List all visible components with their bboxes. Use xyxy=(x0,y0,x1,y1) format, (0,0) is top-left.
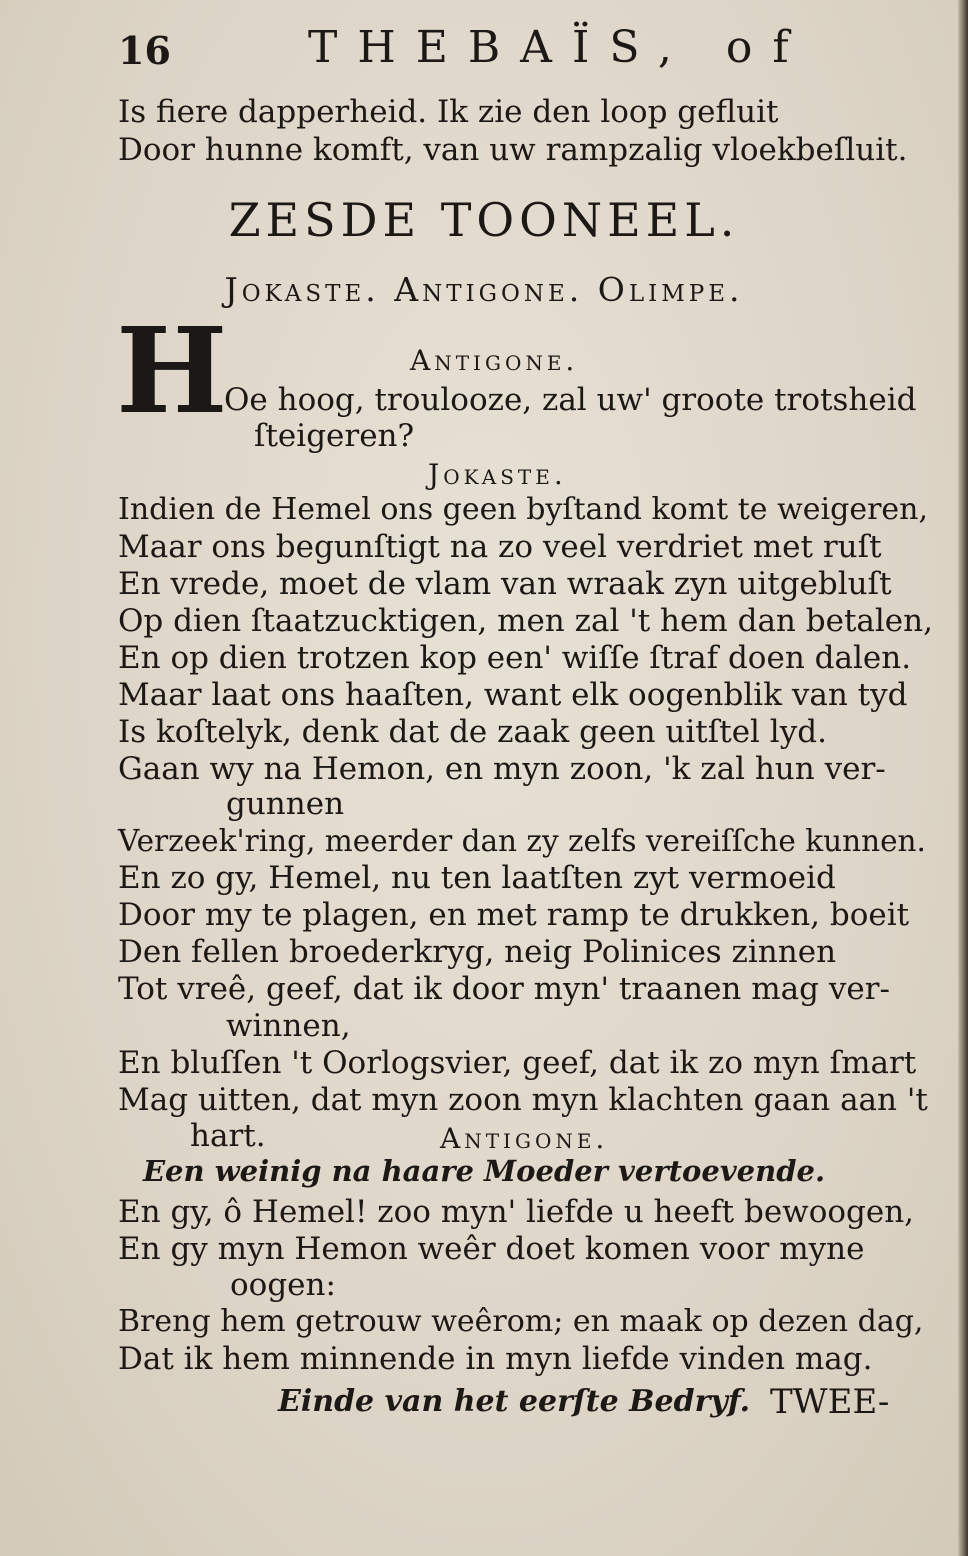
text-line: gunnen xyxy=(226,786,345,822)
end-of-act: Einde van het eerſte Bedryf. xyxy=(278,1384,751,1419)
text-line: Door hunne komft, van uw rampzalig vloekbeſluit. xyxy=(118,132,908,168)
catchword: TWEE- xyxy=(770,1382,890,1422)
text-line: Is koſtelyk, denk dat de zaak geen uitſtel lyd. xyxy=(118,714,827,750)
text-line: En gy, ô Hemel! zoo myn' liefde u heeft bewoogen, xyxy=(118,1194,915,1230)
text-line: Breng hem getrouw weêrom; en maak op dezen dag, xyxy=(118,1304,924,1339)
speaker-antigone: Antigone. xyxy=(440,1122,609,1155)
text-line: Op dien ſtaatzucktigen, men zal 't hem dan betalen, xyxy=(118,603,933,639)
text-line: ſteigeren? xyxy=(254,418,415,454)
text-line: Door my te plagen, en met ramp te drukken, boeit xyxy=(118,897,910,933)
stage-direction: Een weinig na haare Moeder vertoevende. xyxy=(142,1154,826,1188)
text-line: Oe hoog, troulooze, zal uw' groote trotsheid xyxy=(224,382,917,418)
speaker-jokaste: Jokaste. xyxy=(428,458,567,491)
scene-heading: ZESDE TOONEEL. xyxy=(228,193,740,247)
running-header xyxy=(118,22,918,82)
speaker-antigone: Antigone. xyxy=(410,344,579,377)
text-line: Mag uitten, dat myn zoon myn klachten gaan aan 't xyxy=(118,1082,928,1118)
text-line: Den fellen broederkryg, neig Polinices zinnen xyxy=(118,934,837,970)
text-line: En zo gy, Hemel, nu ten laatſten zyt vermoeid xyxy=(118,860,836,896)
text-line: En bluſſen 't Oorlogsvier, geef, dat ik zo myn ſmart xyxy=(118,1045,917,1081)
text-line: Tot vreê, geef, dat ik door myn' traanen mag ver- xyxy=(118,971,890,1007)
text-line: Indien de Hemel ons geen byſtand komt te weigeren, xyxy=(118,492,929,527)
text-line: En vrede, moet de vlam van wraak zyn uitgebluſt xyxy=(118,566,892,602)
drop-cap: H xyxy=(116,301,228,440)
text-line: Is fiere dapperheid. Ik zie den loop gefluit xyxy=(118,94,779,130)
text-line: winnen, xyxy=(226,1008,351,1044)
text-line: Maar ons begunſtigt na zo veel verdriet met ruſt xyxy=(118,529,882,565)
text-line: Maar laat ons haaſten, want elk oogenblik van tyd xyxy=(118,677,908,713)
text-line: Verzeek'ring, meerder dan zy zelfs vereiſſche kunnen. xyxy=(118,824,926,858)
text-line: oogen: xyxy=(230,1267,336,1303)
persons-list: Jokaste. Antigone. Olimpe. xyxy=(224,270,744,309)
text-line: hart. xyxy=(190,1118,266,1154)
text-line: En gy myn Hemon weêr doet komen voor myne xyxy=(118,1231,865,1267)
page-number: 16 xyxy=(118,28,171,73)
running-title: THEBAÏS, of xyxy=(308,22,809,73)
text-line: En op dien trotzen kop een' wiſſe ſtraf doen dalen. xyxy=(118,640,912,676)
text-line: Dat ik hem minnende in myn liefde vinden mag. xyxy=(118,1341,873,1377)
text-line: Gaan wy na Hemon, en myn zoon, 'k zal hun ver- xyxy=(118,751,886,787)
